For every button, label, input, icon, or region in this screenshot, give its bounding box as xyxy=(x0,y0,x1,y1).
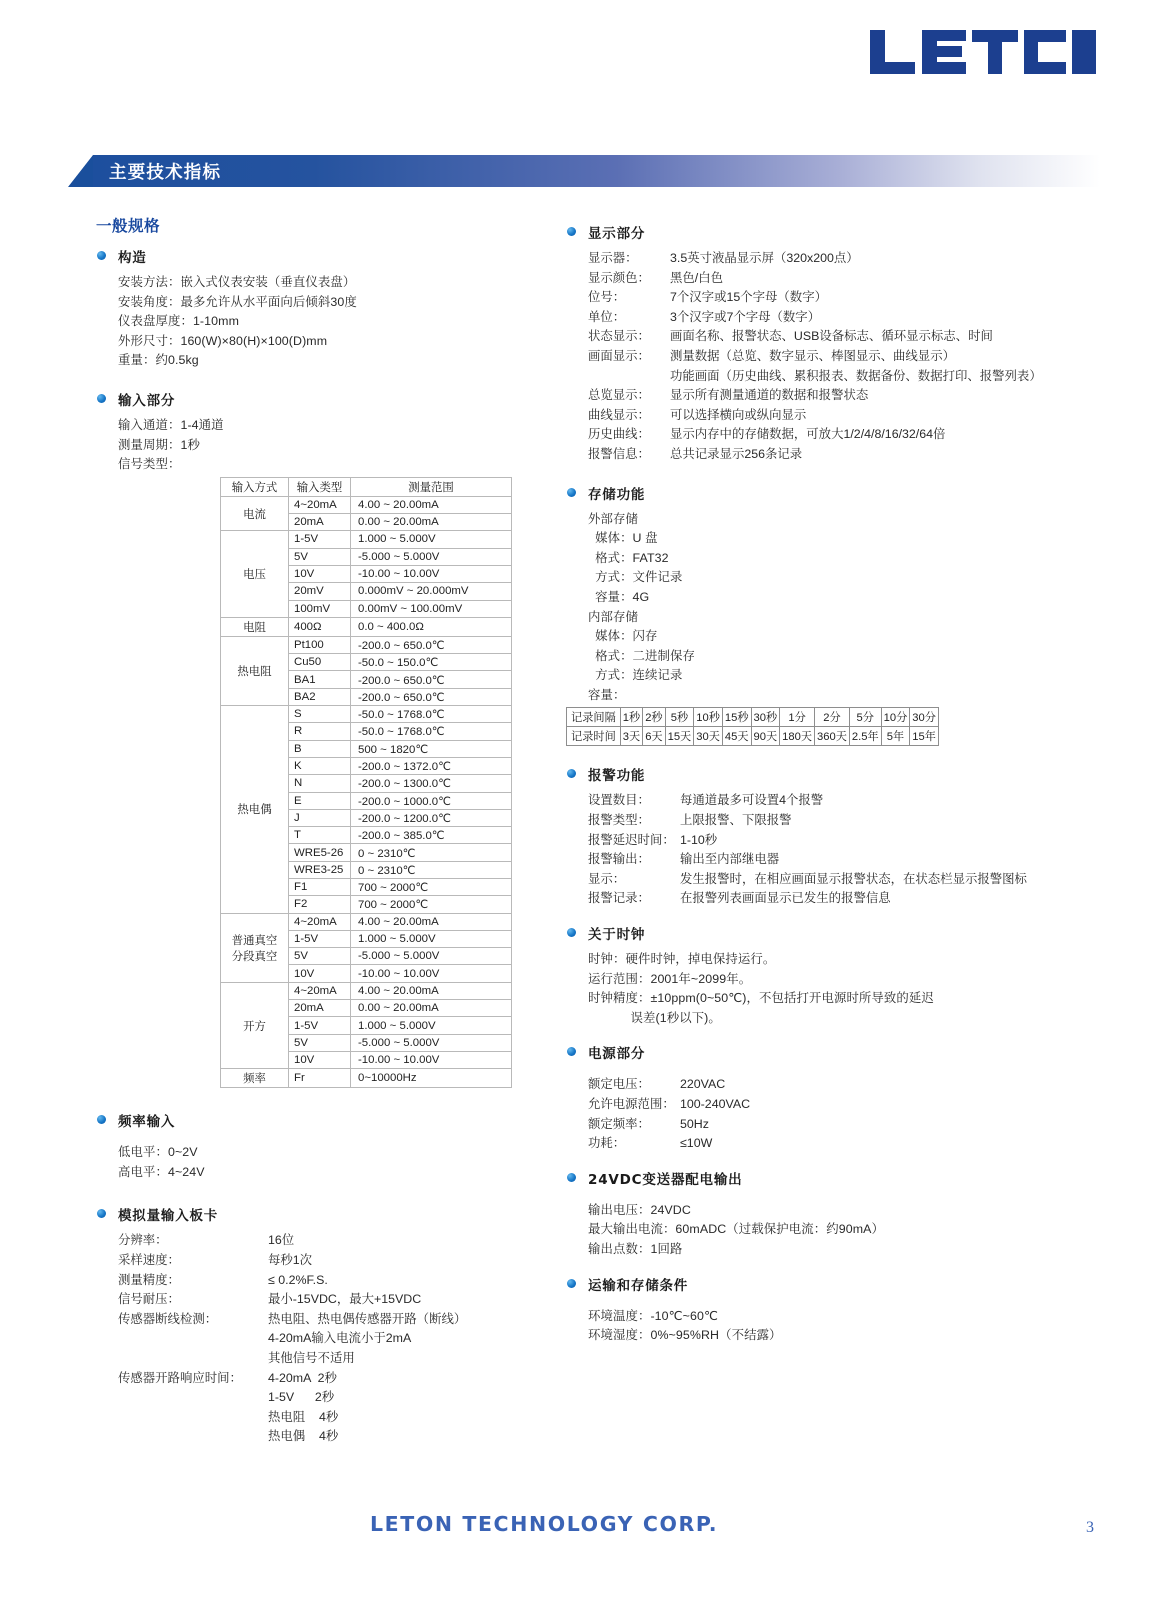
cell-input-type: E xyxy=(289,792,351,809)
spec-line: 高电平：4~24V xyxy=(118,1164,205,1179)
cell-input-type: B xyxy=(289,740,351,757)
cell-input-type: K xyxy=(289,757,351,774)
cell-measure-range: 700 ~ 2000℃ xyxy=(351,878,512,895)
table-row xyxy=(221,636,512,653)
spec-row-label: 报警输出： xyxy=(588,852,650,867)
spec-row xyxy=(118,1408,536,1428)
spec-row-label xyxy=(118,1329,268,1349)
spec-row-value: 每通道最多可设置4个报警 xyxy=(680,793,824,808)
cell-record-duration: 3天 xyxy=(620,727,642,746)
section-construction-heading xyxy=(96,246,536,266)
cell-measure-range: -200.0 ~ 650.0℃ xyxy=(351,688,512,705)
cell-record-interval: 10秒 xyxy=(694,708,723,727)
cell-input-type: 10V xyxy=(289,965,351,982)
cell-measure-range: -50.0 ~ 1768.0℃ xyxy=(351,706,512,723)
spec-row-label: 允许电源范围： xyxy=(588,1097,675,1111)
cell-record-duration: 15天 xyxy=(665,727,694,746)
cell-measure-range: -10.00 ~ 10.00V xyxy=(351,565,512,582)
transport-label: 运输和存储条件 xyxy=(588,1277,689,1294)
leton-logo xyxy=(868,24,1098,80)
spec-row-value: 热电阻、热电偶传感器开路（断线） xyxy=(268,1311,467,1326)
spec-row-label: 传感器开路响应时间： xyxy=(118,1370,242,1385)
spec-line: 误差(1秒以下)。 xyxy=(588,1010,721,1025)
col-header-range: 测量范围 xyxy=(351,477,512,496)
cell-input-type: 5V xyxy=(289,948,351,965)
spec-row-label: 报警信息： xyxy=(588,446,650,461)
spec-line: 容量：4G xyxy=(588,589,650,604)
spec-line: 最大输出电流：60mADC（过载保护电流：约90mA） xyxy=(588,1222,884,1237)
spec-row-value: ≤10W xyxy=(680,1136,713,1151)
power-label: 电源部分 xyxy=(588,1046,646,1063)
alarm-label: 报警功能 xyxy=(588,768,646,785)
bullet-dot-icon xyxy=(567,227,576,236)
spec-row-label: 画面显示： xyxy=(588,348,650,363)
frequency-input-label: 频率输入 xyxy=(118,1114,176,1131)
cell-input-type: Pt100 xyxy=(289,636,351,653)
spec-row xyxy=(588,791,1066,811)
cell-input-mode: 热电阻 xyxy=(221,636,289,705)
spec-row xyxy=(588,870,1066,890)
spec-line: 时钟精度：±10ppm(0~50℃)，不包括打开电源时所导致的延迟 xyxy=(588,991,934,1006)
clock-label: 关于时钟 xyxy=(588,927,646,944)
cell-measure-range: -200.0 ~ 1372.0℃ xyxy=(351,757,512,774)
section-display-heading xyxy=(566,222,1066,242)
cell-measure-range: 0.00mV ~ 100.00mV xyxy=(351,600,512,617)
cell-input-type: J xyxy=(289,809,351,826)
cell-record-interval: 1秒 xyxy=(620,708,642,727)
cell-measure-range: 0 ~ 2310℃ xyxy=(351,861,512,878)
cell-record-duration: 90天 xyxy=(751,727,780,746)
left-column xyxy=(96,214,536,1447)
spec-row-label: 额定频率： xyxy=(588,1116,650,1131)
row-header-interval: 记录间隔 xyxy=(567,708,621,727)
section-transport-heading xyxy=(566,1274,1066,1294)
spec-line: 外部存储 xyxy=(588,511,638,526)
cell-input-type: WRE3-25 xyxy=(289,861,351,878)
cell-record-duration: 30天 xyxy=(694,727,723,746)
bullet-dot-icon xyxy=(97,251,106,260)
cell-record-duration: 2.5年 xyxy=(849,727,881,746)
cell-record-interval: 30秒 xyxy=(751,708,780,727)
cell-input-type: WRE5-26 xyxy=(289,844,351,861)
spec-line: 运行范围：2001年~2099年。 xyxy=(588,971,752,986)
cell-measure-range: 4.00 ~ 20.00mA xyxy=(351,496,512,513)
section-frequency-input-heading xyxy=(96,1110,536,1130)
spec-row xyxy=(118,1388,536,1408)
cell-record-interval: 5秒 xyxy=(665,708,694,727)
cell-input-mode: 普通真空 分段真空 xyxy=(221,913,289,982)
cell-record-interval: 1分 xyxy=(780,708,815,727)
bullet-dot-icon xyxy=(97,1115,106,1124)
general-spec-title: 一般规格 xyxy=(96,217,161,235)
cell-input-mode: 电压 xyxy=(221,531,289,617)
spec-row xyxy=(588,249,1066,269)
spec-line: 输出点数：1回路 xyxy=(588,1241,683,1256)
cell-measure-range: -5.000 ~ 5.000V xyxy=(351,1034,512,1051)
cell-input-type: BA1 xyxy=(289,671,351,688)
spec-row-label: 曲线显示： xyxy=(588,407,650,422)
spec-row-label: 额定电压： xyxy=(588,1077,650,1092)
spec-row xyxy=(118,1329,536,1349)
cell-input-type: T xyxy=(289,827,351,844)
spec-line: 重量：约0.5kg xyxy=(118,353,199,368)
alarm-body xyxy=(566,791,1066,909)
cell-measure-range: -200.0 ~ 1000.0℃ xyxy=(351,792,512,809)
spec-row-value: 50Hz xyxy=(680,1116,709,1131)
section-banner xyxy=(68,155,1100,187)
bullet-dot-icon xyxy=(97,1209,106,1218)
table-row xyxy=(221,913,512,930)
cell-measure-range: -200.0 ~ 385.0℃ xyxy=(351,827,512,844)
section-clock-heading xyxy=(566,923,1066,943)
cell-measure-range: -5.000 ~ 5.000V xyxy=(351,548,512,565)
cell-record-interval: 2秒 xyxy=(643,708,665,727)
signal-type-table-wrap xyxy=(220,477,536,1089)
spec-line: 媒体：闪存 xyxy=(588,629,658,644)
spec-row-label xyxy=(588,367,670,387)
cell-input-type: 20mV xyxy=(289,583,351,600)
cell-record-duration: 6天 xyxy=(643,727,665,746)
spec-row xyxy=(588,1134,1066,1154)
spec-row-label: 报警延迟时间： xyxy=(588,832,675,847)
spec-row-value: 画面名称、报警状态、USB设备标志、循环显示标志、时间 xyxy=(670,329,993,344)
spec-row xyxy=(588,327,1066,347)
cell-record-interval: 10分 xyxy=(881,708,910,727)
page-number: 3 xyxy=(1086,1519,1094,1536)
spec-line: 环境温度：-10℃~60℃ xyxy=(588,1308,719,1323)
cell-measure-range: -50.0 ~ 1768.0℃ xyxy=(351,723,512,740)
cell-measure-range: -200.0 ~ 650.0℃ xyxy=(351,671,512,688)
cell-input-type: 1-5V xyxy=(289,531,351,548)
clock-body xyxy=(566,950,1066,1028)
cell-measure-range: 4.00 ~ 20.00mA xyxy=(351,982,512,999)
bullet-dot-icon xyxy=(567,488,576,497)
spec-row xyxy=(118,1369,536,1389)
spec-row-value: 显示所有测量通道的数据和报警状态 xyxy=(670,388,869,403)
transport-body xyxy=(566,1301,1066,1346)
cell-input-type: 400Ω xyxy=(289,617,351,636)
power-body xyxy=(566,1069,1066,1153)
spec-row-value: 测量数据（总览、数字显示、棒图显示、曲线显示） xyxy=(670,348,955,363)
section-transmitter-heading xyxy=(566,1168,1066,1188)
cell-input-type: 4~20mA xyxy=(289,496,351,513)
cell-record-duration: 180天 xyxy=(780,727,815,746)
cell-input-type: N xyxy=(289,775,351,792)
spec-row-value: 7个汉字或15个字母（数字） xyxy=(670,290,827,305)
banner-bar xyxy=(93,155,1100,187)
spec-row-label: 显示颜色： xyxy=(588,270,650,285)
spec-row xyxy=(588,288,1066,308)
spec-line: 时钟：硬件时钟，掉电保持运行。 xyxy=(588,952,776,967)
spec-line: 环境湿度：0%~95%RH（不结露） xyxy=(588,1328,782,1343)
spec-row-label xyxy=(118,1427,268,1447)
cell-measure-range: 1.000 ~ 5.000V xyxy=(351,531,512,548)
spec-row-value: 最小-15VDC，最大+15VDC xyxy=(268,1292,422,1307)
spec-row xyxy=(588,889,1066,909)
cell-measure-range: 1.000 ~ 5.000V xyxy=(351,1017,512,1034)
spec-row-label: 传感器断线检测： xyxy=(118,1311,218,1326)
spec-line: 格式：二进制保存 xyxy=(588,648,696,663)
spec-row-value: 可以选择横向或纵向显示 xyxy=(670,407,807,422)
spec-line: 容量： xyxy=(588,687,626,702)
cell-input-type: 100mV xyxy=(289,600,351,617)
spec-line: 测量周期：1秒 xyxy=(118,437,200,452)
spec-row-value: 16位 xyxy=(268,1233,295,1248)
col-header-mode: 输入方式 xyxy=(221,477,289,496)
footer-company: LETON TECHNOLOGY CORP. xyxy=(370,1512,719,1536)
spec-row-value: 黑色/白色 xyxy=(670,270,724,285)
spec-line: 仪表盘厚度：1-10mm xyxy=(118,314,239,329)
cell-measure-range: 4.00 ~ 20.00mA xyxy=(351,913,512,930)
spec-row-label: 功耗： xyxy=(588,1136,626,1151)
spec-line: 输入通道：1-4通道 xyxy=(118,417,224,432)
spec-row-value: 100-240VAC xyxy=(680,1097,751,1111)
table-row xyxy=(221,706,512,723)
spec-row-value: 1-10秒 xyxy=(680,832,718,847)
spec-row xyxy=(118,1290,536,1310)
spec-row-label: 分辨率： xyxy=(118,1233,168,1248)
spec-line: 内部存储 xyxy=(588,609,638,624)
section-analog-card-heading xyxy=(96,1204,536,1224)
row-header-duration: 记录时间 xyxy=(567,727,621,746)
cell-input-type: F2 xyxy=(289,896,351,913)
section-alarm-heading xyxy=(566,764,1066,784)
record-interval-table-wrap xyxy=(566,707,1066,746)
cell-input-type: 20mA xyxy=(289,514,351,531)
spec-row-value: 热电偶 4秒 xyxy=(268,1429,339,1444)
frequency-input-body xyxy=(96,1137,536,1182)
cell-record-interval: 15秒 xyxy=(722,708,751,727)
spec-row-label: 采样速度： xyxy=(118,1253,180,1268)
cell-measure-range: 1.000 ~ 5.000V xyxy=(351,930,512,947)
spec-row xyxy=(588,308,1066,328)
spec-row xyxy=(588,445,1066,465)
spec-row xyxy=(588,347,1066,367)
signal-type-table xyxy=(220,477,512,1089)
spec-row-label xyxy=(118,1388,268,1408)
spec-line: 低电平：0~2V xyxy=(118,1145,198,1160)
spec-row-label: 报警记录： xyxy=(588,891,650,906)
bullet-dot-icon xyxy=(567,1173,576,1182)
cell-input-type: 5V xyxy=(289,548,351,565)
spec-row-label: 显示器： xyxy=(588,251,638,265)
section-input-heading xyxy=(96,389,536,409)
analog-card-label: 模拟量输入板卡 xyxy=(118,1208,219,1225)
spec-row-value: 发生报警时，在相应画面显示报警状态，在状态栏显示报警图标 xyxy=(680,871,1027,886)
cell-measure-range: -5.000 ~ 5.000V xyxy=(351,948,512,965)
bullet-dot-icon xyxy=(567,1047,576,1056)
cell-input-type: 10V xyxy=(289,565,351,582)
spec-line: 媒体：U 盘 xyxy=(588,531,658,546)
spec-row-label xyxy=(118,1349,268,1369)
storage-body xyxy=(566,510,1066,706)
cell-measure-range: 700 ~ 2000℃ xyxy=(351,896,512,913)
cell-measure-range: -200.0 ~ 650.0℃ xyxy=(351,636,512,653)
cell-measure-range: 0~10000Hz xyxy=(351,1069,512,1088)
spec-row-label: 显示： xyxy=(588,871,626,886)
spec-line: 方式：文件记录 xyxy=(588,570,683,585)
cell-measure-range: -200.0 ~ 1300.0℃ xyxy=(351,775,512,792)
cell-record-interval: 5分 xyxy=(849,708,881,727)
cell-measure-range: 0.00 ~ 20.00mA xyxy=(351,1000,512,1017)
table-header-row xyxy=(221,477,512,496)
section-storage-heading xyxy=(566,483,1066,503)
table-row-intervals xyxy=(567,708,939,727)
spec-row-value: 上限报警、下限报警 xyxy=(680,813,792,828)
spec-row xyxy=(588,811,1066,831)
spec-row-value: 功能画面（历史曲线、累积报表、数据备份、数据打印、报警列表） xyxy=(670,368,1042,383)
spec-row xyxy=(118,1427,536,1447)
cell-measure-range: -10.00 ~ 10.00V xyxy=(351,965,512,982)
spec-row-label: 位号： xyxy=(588,290,626,305)
cell-measure-range: -200.0 ~ 1200.0℃ xyxy=(351,809,512,826)
spec-row-value: 每秒1次 xyxy=(268,1253,313,1268)
cell-input-mode: 开方 xyxy=(221,982,289,1068)
spec-row xyxy=(118,1310,536,1330)
spec-row xyxy=(588,850,1066,870)
cell-input-type: 10V xyxy=(289,1051,351,1068)
cell-input-mode: 电流 xyxy=(221,496,289,531)
spec-line: 外形尺寸：160(W)×80(H)×100(D)mm xyxy=(118,333,328,348)
cell-input-type: Fr xyxy=(289,1069,351,1088)
construction-body xyxy=(96,273,536,371)
spec-row-label: 测量精度： xyxy=(118,1272,180,1287)
spec-row-label: 状态显示： xyxy=(588,329,650,344)
analog-card-body xyxy=(96,1231,536,1447)
cell-input-type: 20mA xyxy=(289,1000,351,1017)
input-body xyxy=(96,416,536,475)
table-row xyxy=(221,982,512,999)
cell-input-type: Cu50 xyxy=(289,654,351,671)
spec-row xyxy=(588,1115,1066,1135)
spec-row-value: 3个汉字或7个字母（数字） xyxy=(670,309,821,324)
spec-row-label: 历史曲线： xyxy=(588,427,650,442)
spec-row-value: 总共记录显示256条记录 xyxy=(670,446,803,461)
cell-input-mode: 热电偶 xyxy=(221,706,289,914)
spec-row xyxy=(588,1075,1066,1095)
cell-record-duration: 360天 xyxy=(815,727,850,746)
spec-row xyxy=(118,1231,536,1251)
table-row-durations xyxy=(567,727,939,746)
section-title: 主要技术指标 xyxy=(109,162,222,183)
banner-mark-icon xyxy=(68,155,93,187)
spec-row-label xyxy=(118,1408,268,1428)
cell-measure-range: 500 ~ 1820℃ xyxy=(351,740,512,757)
spec-row-value: 220VAC xyxy=(680,1077,726,1092)
spec-row xyxy=(588,425,1066,445)
spec-row-value: 其他信号不适用 xyxy=(268,1351,355,1365)
cell-input-type: 1-5V xyxy=(289,930,351,947)
table-row xyxy=(221,1069,512,1088)
cell-measure-range: 0.000mV ~ 20.000mV xyxy=(351,583,512,600)
table-row xyxy=(221,617,512,636)
cell-input-mode: 电阻 xyxy=(221,617,289,636)
input-label: 输入部分 xyxy=(118,392,176,409)
spec-row-value: 3.5英寸液晶显示屏（320x200点） xyxy=(670,251,859,265)
cell-input-type: 4~20mA xyxy=(289,913,351,930)
spec-line: 输出电压：24VDC xyxy=(588,1202,691,1217)
right-column xyxy=(566,222,1066,1346)
cell-record-duration: 5年 xyxy=(881,727,910,746)
spec-line: 安装方法：嵌入式仪表安装（垂直仪表盘） xyxy=(118,275,356,289)
spec-row-value: 在报警列表画面显示已发生的报警信息 xyxy=(680,891,891,906)
spec-line: 格式：FAT32 xyxy=(588,550,669,565)
cell-measure-range: 0.00 ~ 20.00mA xyxy=(351,514,512,531)
spec-row xyxy=(588,1095,1066,1115)
spec-row xyxy=(118,1251,536,1271)
table-row xyxy=(221,531,512,548)
spec-row-value: 显示内存中的存储数据，可放大1/2/4/8/16/32/64倍 xyxy=(670,427,946,442)
cell-input-mode: 频率 xyxy=(221,1069,289,1088)
transmitter-label: 24VDC变送器配电输出 xyxy=(588,1171,743,1188)
cell-input-type: 5V xyxy=(289,1034,351,1051)
storage-label: 存储功能 xyxy=(588,486,646,503)
display-label: 显示部分 xyxy=(588,226,646,242)
cell-input-type: 4~20mA xyxy=(289,982,351,999)
cell-measure-range: -10.00 ~ 10.00V xyxy=(351,1051,512,1068)
spec-row xyxy=(588,386,1066,406)
spec-row-value: 1-5V 2秒 xyxy=(268,1390,335,1405)
spec-row-value: ≤ 0.2%F.S. xyxy=(268,1272,328,1287)
bullet-dot-icon xyxy=(567,1279,576,1288)
col-header-type: 输入类型 xyxy=(289,477,351,496)
spec-row-label: 总览显示： xyxy=(588,388,650,403)
construction-label: 构造 xyxy=(118,250,147,266)
spec-row-label: 单位： xyxy=(588,309,626,324)
cell-record-duration: 15年 xyxy=(910,727,939,746)
cell-record-duration: 45天 xyxy=(722,727,751,746)
cell-measure-range: 0.0 ~ 400.0Ω xyxy=(351,617,512,636)
display-body xyxy=(566,249,1066,465)
spec-line: 安装角度：最多允许从水平面向后倾斜30度 xyxy=(118,294,357,309)
cell-input-type: 1-5V xyxy=(289,1017,351,1034)
cell-record-interval: 2分 xyxy=(815,708,850,727)
cell-input-type: BA2 xyxy=(289,688,351,705)
cell-measure-range: 0 ~ 2310℃ xyxy=(351,844,512,861)
spec-row xyxy=(118,1349,536,1369)
spec-row xyxy=(118,1271,536,1291)
spec-row xyxy=(588,831,1066,851)
cell-input-type: S xyxy=(289,706,351,723)
spec-row-value: 输出至内部继电器 xyxy=(680,852,780,867)
bullet-dot-icon xyxy=(567,769,576,778)
cell-measure-range: -50.0 ~ 150.0℃ xyxy=(351,654,512,671)
section-power-heading xyxy=(566,1042,1066,1062)
cell-input-type: F1 xyxy=(289,878,351,895)
spec-row xyxy=(588,269,1066,289)
spec-row xyxy=(588,406,1066,426)
spec-row-value: 4-20mA输入电流小于2mA xyxy=(268,1331,412,1346)
spec-row-label: 信号耐压： xyxy=(118,1292,180,1307)
table-row xyxy=(221,496,512,513)
spec-line: 信号类型： xyxy=(118,457,181,472)
spec-line: 方式：连续记录 xyxy=(588,668,683,683)
bullet-dot-icon xyxy=(567,928,576,937)
spec-row xyxy=(588,367,1066,387)
cell-input-type: R xyxy=(289,723,351,740)
spec-row-label: 设置数目： xyxy=(588,793,650,808)
cell-record-interval: 30分 xyxy=(910,708,939,727)
bullet-dot-icon xyxy=(97,394,106,403)
transmitter-body xyxy=(566,1195,1066,1260)
record-interval-table xyxy=(566,707,939,746)
spec-row-label: 报警类型： xyxy=(588,813,650,828)
spec-row-value: 4-20mA 2秒 xyxy=(268,1370,337,1385)
spec-row-value: 热电阻 4秒 xyxy=(268,1409,339,1424)
